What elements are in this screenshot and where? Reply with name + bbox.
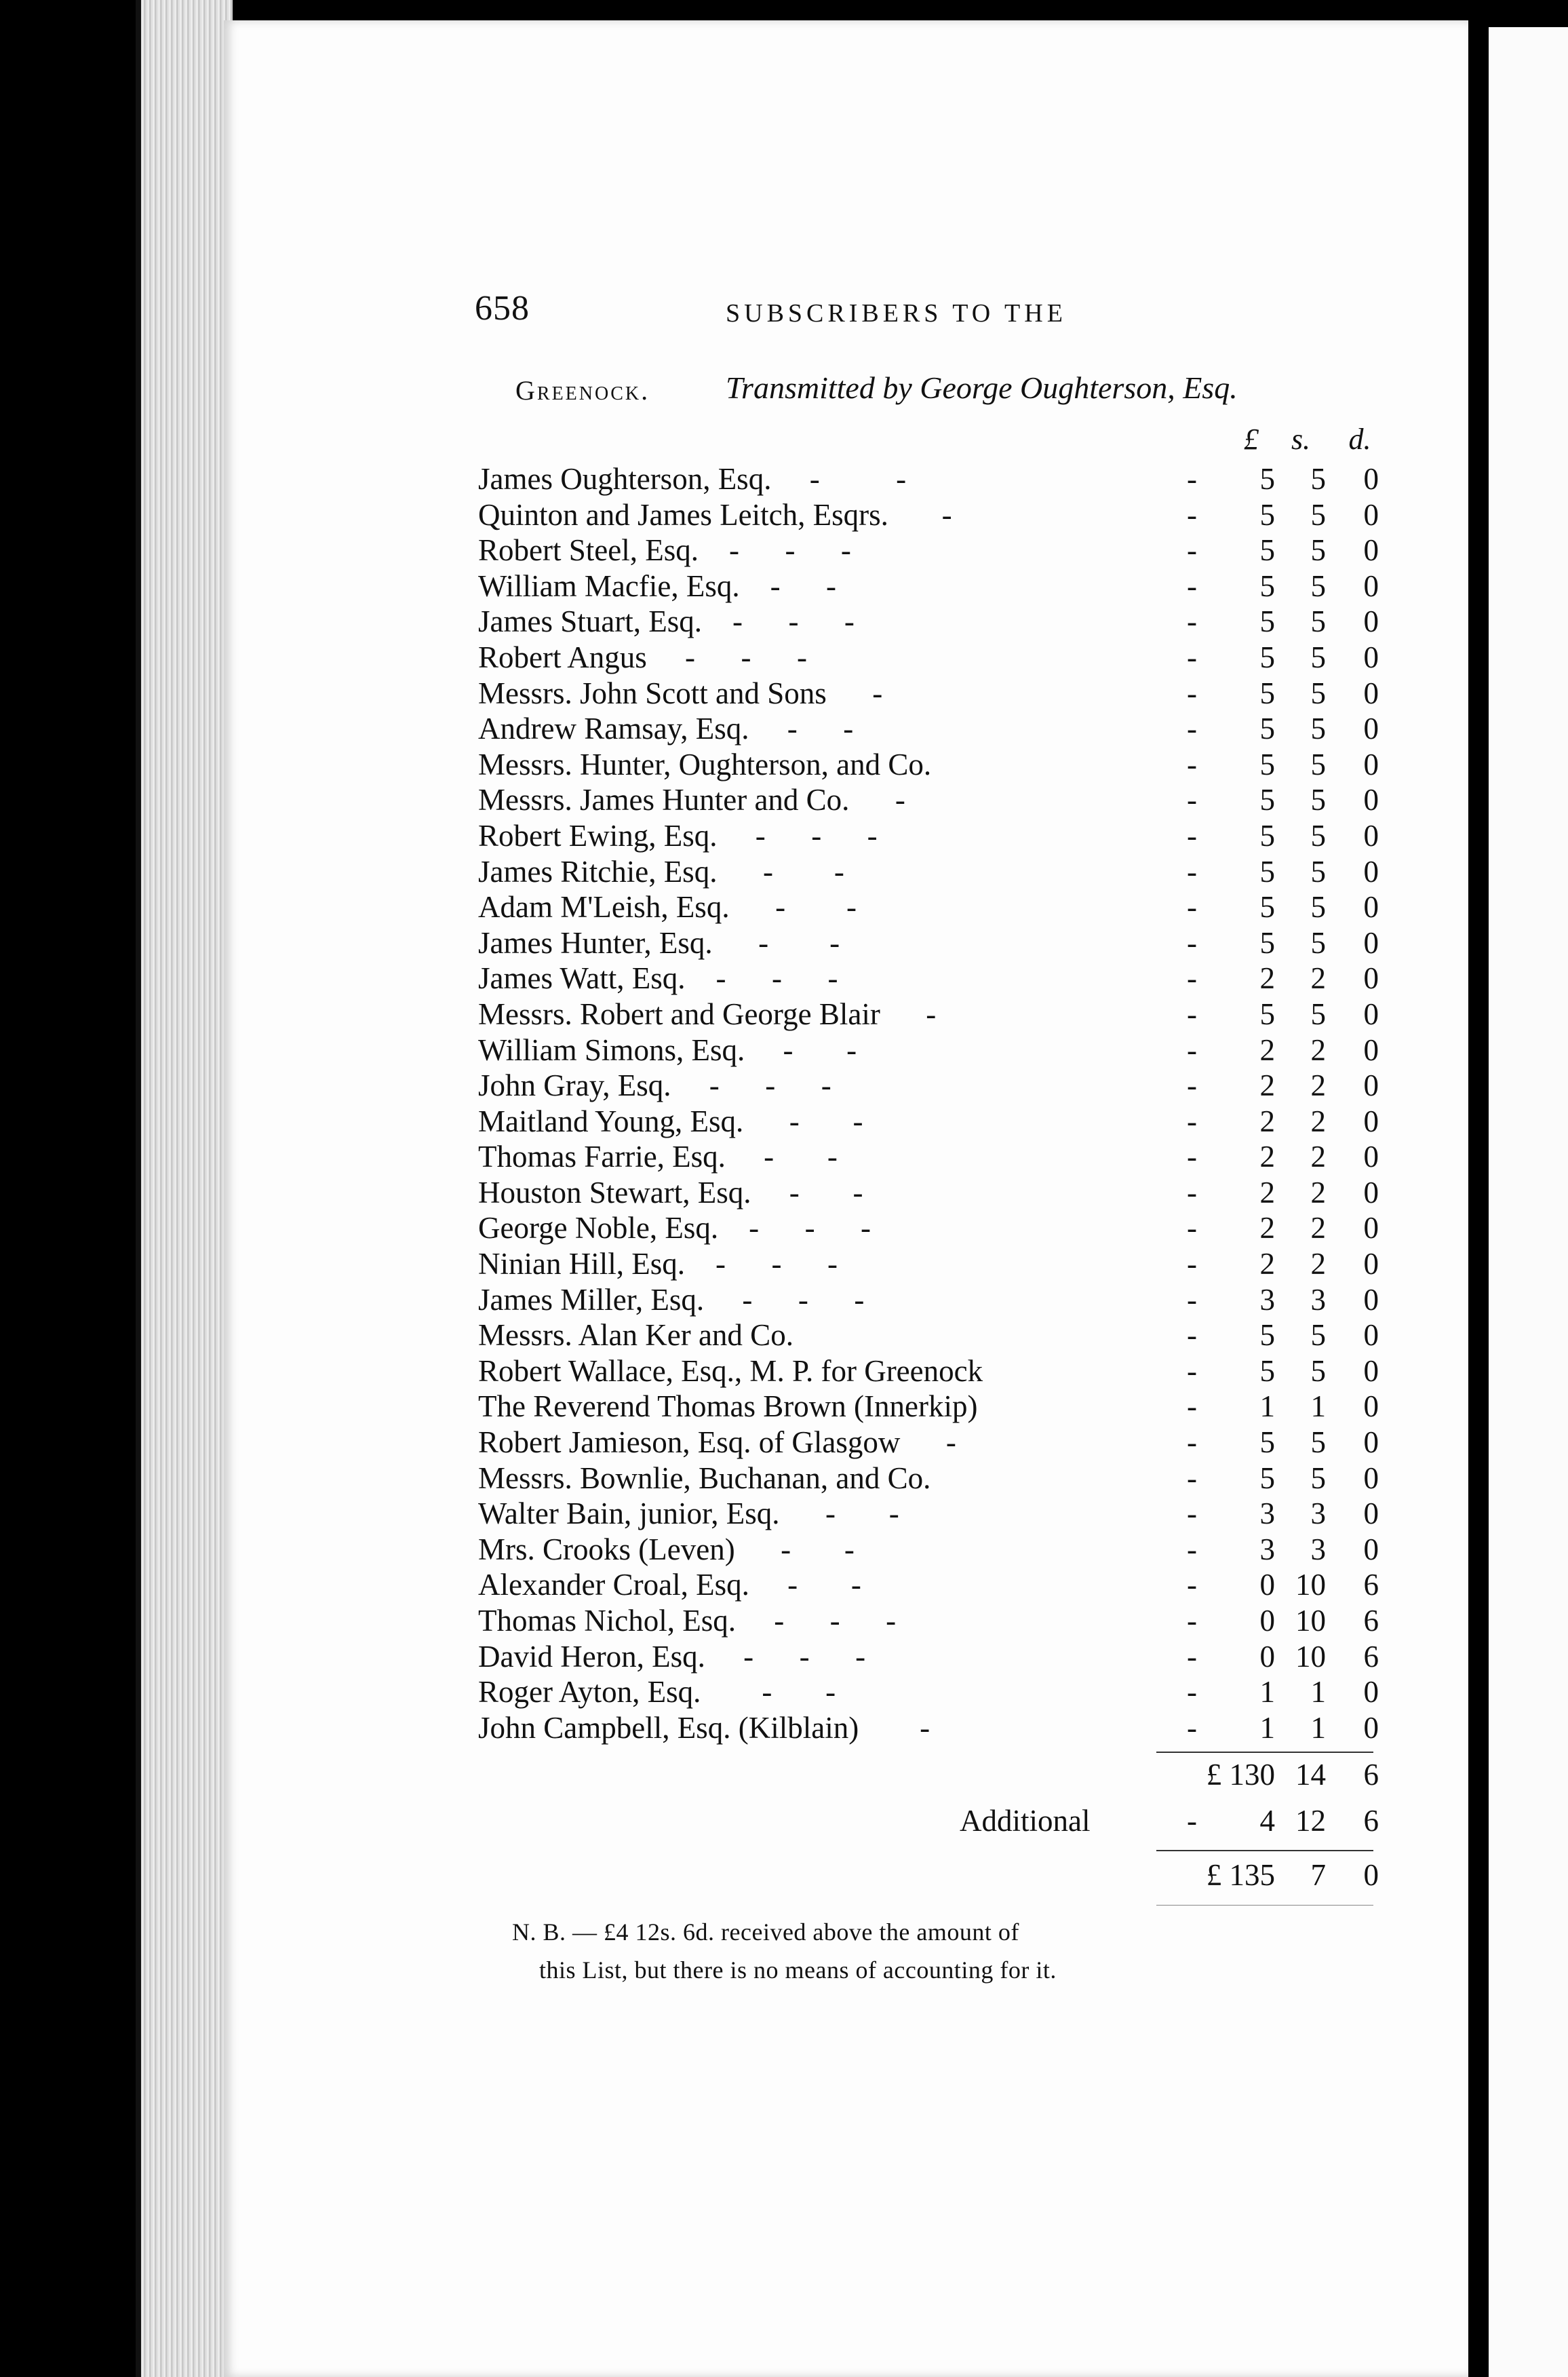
amount-pounds: 5 xyxy=(1259,854,1275,889)
leader-dash: - xyxy=(1187,1461,1197,1495)
section-place: Greenock. xyxy=(515,375,650,406)
amount-pence: 0 xyxy=(1363,676,1379,710)
amount-shillings: 5 xyxy=(1310,1318,1326,1353)
leader-dash: - xyxy=(1187,747,1197,781)
amount-shillings: 1 xyxy=(1310,1389,1326,1424)
amount-pounds: 2 xyxy=(1259,1247,1275,1281)
leader-dash: - xyxy=(1187,783,1197,817)
column-head-pence: d. xyxy=(1348,423,1371,456)
leader-dash: - xyxy=(1187,1104,1197,1138)
subscriber-name: Messrs. Hunter, Oughterson, and Co. xyxy=(478,747,932,781)
leader-dash: - xyxy=(1187,1532,1197,1566)
subscriber-row xyxy=(478,461,1387,497)
subscriber-name: Robert Wallace, Esq., M. P. for Greenock xyxy=(478,1353,983,1388)
subscriber-row xyxy=(478,1032,1387,1068)
amount-shillings: 5 xyxy=(1310,533,1326,568)
leader-dash: - xyxy=(1187,1425,1197,1460)
leader-dash: - xyxy=(1187,712,1197,746)
amount-pounds: 5 xyxy=(1259,1353,1275,1388)
amount-pounds: 3 xyxy=(1259,1532,1275,1566)
subscriber-row xyxy=(478,1175,1387,1211)
leader-dash: - xyxy=(1187,1318,1197,1353)
subscriber-row xyxy=(478,1317,1387,1353)
amount-shillings: 10 xyxy=(1295,1639,1326,1674)
footnote-line-2: this List, but there is no means of accounting for it. xyxy=(539,1956,1057,1984)
amount-pence: 0 xyxy=(1363,462,1379,496)
subscriber-row xyxy=(478,604,1387,640)
amount-shillings: 5 xyxy=(1310,747,1326,781)
subscriber-row xyxy=(478,1246,1387,1282)
leader-dash: - xyxy=(1187,1068,1197,1103)
subscriber-row xyxy=(478,1710,1387,1746)
amount-pounds: 0 xyxy=(1259,1568,1275,1602)
amount-pounds: 5 xyxy=(1259,604,1275,639)
leader-dash: - xyxy=(1187,568,1197,603)
leader-dash: - xyxy=(1187,818,1197,853)
subscriber-row xyxy=(478,818,1387,854)
subscriber-row xyxy=(478,1496,1387,1532)
subscriber-row xyxy=(478,1139,1387,1175)
amount-shillings: 5 xyxy=(1310,568,1326,603)
subscriber-name: Messrs. Alan Ker and Co. xyxy=(478,1318,793,1353)
subscriber-name: The Reverend Thomas Brown (Innerkip) xyxy=(478,1389,978,1424)
leader-dash: - xyxy=(1187,1389,1197,1424)
amount-pence: 0 xyxy=(1363,783,1379,817)
subscriber-row xyxy=(478,1104,1387,1140)
amount-pounds: 0 xyxy=(1259,1604,1275,1638)
subscriber-row xyxy=(478,497,1387,533)
leader-dash: - xyxy=(1187,1211,1197,1245)
subtotal-pounds: £ 130 xyxy=(1206,1758,1275,1792)
amount-pounds: 5 xyxy=(1259,818,1275,853)
amount-shillings: 1 xyxy=(1310,1675,1326,1709)
amount-pence: 0 xyxy=(1363,818,1379,853)
subscriber-name: William Simons, Esq. - - xyxy=(478,1032,857,1067)
leader-dash: - xyxy=(1187,676,1197,710)
amount-pounds: 5 xyxy=(1259,783,1275,817)
amount-pounds: 5 xyxy=(1259,747,1275,781)
leader-dash: - xyxy=(1187,1710,1197,1745)
amount-shillings: 5 xyxy=(1310,890,1326,925)
subscriber-row xyxy=(478,1282,1387,1318)
leader-dash: - xyxy=(1187,890,1197,925)
additional-shillings: 12 xyxy=(1295,1804,1326,1838)
amount-shillings: 3 xyxy=(1310,1532,1326,1566)
amount-pence: 0 xyxy=(1363,854,1379,889)
subscriber-name: Thomas Nichol, Esq. - - - xyxy=(478,1604,897,1638)
amount-pounds: 5 xyxy=(1259,1461,1275,1495)
amount-pence: 0 xyxy=(1363,1425,1379,1460)
subscriber-row xyxy=(478,782,1387,818)
total-underline xyxy=(1156,1905,1373,1906)
subscriber-row xyxy=(478,1353,1387,1389)
leader-dash: - xyxy=(1187,925,1197,960)
subscriber-name: David Heron, Esq. - - - xyxy=(478,1639,866,1674)
subscriber-name: Messrs. John Scott and Sons - xyxy=(478,676,883,710)
subscriber-row xyxy=(478,640,1387,676)
subscriber-name: James Oughterson, Esq. - - xyxy=(478,462,907,496)
amount-pence: 0 xyxy=(1363,1461,1379,1495)
total-pence: 0 xyxy=(1363,1858,1379,1892)
amount-shillings: 2 xyxy=(1310,1068,1326,1103)
amount-pence: 0 xyxy=(1363,1353,1379,1388)
amount-pence: 0 xyxy=(1363,533,1379,568)
amount-pence: 0 xyxy=(1363,1389,1379,1424)
amount-pounds: 1 xyxy=(1259,1389,1275,1424)
amount-pounds: 0 xyxy=(1259,1639,1275,1674)
subscriber-row xyxy=(478,676,1387,712)
subscriber-row xyxy=(478,1068,1387,1104)
amount-shillings: 5 xyxy=(1310,497,1326,532)
amount-pounds: 5 xyxy=(1259,533,1275,568)
subscriber-name: John Gray, Esq. - - - xyxy=(478,1068,831,1103)
column-head-shillings: s. xyxy=(1291,423,1311,456)
subscriber-name: Robert Jamieson, Esq. of Glasgow - xyxy=(478,1425,956,1460)
amount-shillings: 5 xyxy=(1310,925,1326,960)
leader-dash: - xyxy=(1187,1804,1197,1838)
amount-shillings: 2 xyxy=(1310,1247,1326,1281)
amount-pence: 0 xyxy=(1363,640,1379,674)
amount-pence: 0 xyxy=(1363,747,1379,781)
subscriber-row xyxy=(478,1639,1387,1675)
amount-pounds: 2 xyxy=(1259,1032,1275,1067)
leader-dash: - xyxy=(1187,1032,1197,1067)
amount-shillings: 1 xyxy=(1310,1710,1326,1745)
amount-pence: 0 xyxy=(1363,604,1379,639)
amount-pence: 0 xyxy=(1363,1496,1379,1531)
amount-shillings: 5 xyxy=(1310,604,1326,639)
subscriber-row xyxy=(478,533,1387,568)
amount-pence: 0 xyxy=(1363,1104,1379,1138)
subscriber-name: Messrs. James Hunter and Co. - xyxy=(478,783,905,817)
subscriber-row xyxy=(478,1603,1387,1639)
subtotal-rule xyxy=(1156,1752,1373,1753)
subscriber-row xyxy=(478,1425,1387,1461)
amount-pence: 0 xyxy=(1363,712,1379,746)
leader-dash: - xyxy=(1187,1568,1197,1602)
subscriber-row xyxy=(478,925,1387,961)
leader-dash: - xyxy=(1187,1353,1197,1388)
subscriber-name: James Miller, Esq. - - - xyxy=(478,1282,865,1317)
subscriber-row xyxy=(478,889,1387,925)
amount-pence: 0 xyxy=(1363,961,1379,996)
additional-pounds: 4 xyxy=(1259,1804,1275,1838)
subscriber-row xyxy=(478,1674,1387,1710)
amount-pence: 0 xyxy=(1363,1282,1379,1317)
amount-pence: 6 xyxy=(1363,1639,1379,1674)
amount-pence: 6 xyxy=(1363,1568,1379,1602)
subscriber-name: James Hunter, Esq. - - xyxy=(478,925,840,960)
subscriber-name: Ninian Hill, Esq. - - - xyxy=(478,1247,838,1281)
subscriber-name: Robert Ewing, Esq. - - - xyxy=(478,818,878,853)
subscriber-list xyxy=(478,461,1387,1745)
amount-pounds: 2 xyxy=(1259,1140,1275,1174)
amount-shillings: 2 xyxy=(1310,1175,1326,1210)
subscriber-name: Thomas Farrie, Esq. - - xyxy=(478,1140,838,1174)
amount-shillings: 10 xyxy=(1295,1604,1326,1638)
amount-pence: 0 xyxy=(1363,925,1379,960)
leader-dash: - xyxy=(1187,1282,1197,1317)
running-title: SUBSCRIBERS TO THE xyxy=(726,299,1067,328)
facing-page-edge xyxy=(1489,27,1568,2377)
amount-pence: 0 xyxy=(1363,568,1379,603)
amount-pounds: 5 xyxy=(1259,1425,1275,1460)
subscriber-name: William Macfie, Esq. - - xyxy=(478,568,837,603)
section-transmitted-by: Transmitted by George Oughterson, Esq. xyxy=(726,370,1238,405)
amount-pounds: 5 xyxy=(1259,568,1275,603)
subscriber-name: George Noble, Esq. - - - xyxy=(478,1211,871,1245)
amount-pounds: 2 xyxy=(1259,1068,1275,1103)
amount-pounds: 5 xyxy=(1259,497,1275,532)
amount-pounds: 1 xyxy=(1259,1710,1275,1745)
leader-dash: - xyxy=(1187,497,1197,532)
amount-pounds: 5 xyxy=(1259,1318,1275,1353)
footnote xyxy=(512,1913,1190,1989)
amount-shillings: 2 xyxy=(1310,1032,1326,1067)
subscriber-row xyxy=(478,711,1387,747)
total-rule xyxy=(1156,1850,1373,1851)
subscriber-row xyxy=(478,1210,1387,1246)
column-head-pounds: £ xyxy=(1244,423,1259,456)
leader-dash: - xyxy=(1187,1675,1197,1709)
amount-pounds: 2 xyxy=(1259,1104,1275,1138)
leader-dash: - xyxy=(1187,1496,1197,1531)
subscriber-row xyxy=(478,1389,1387,1425)
amount-pence: 0 xyxy=(1363,997,1379,1031)
leader-dash: - xyxy=(1187,1604,1197,1638)
subscriber-name: Maitland Young, Esq. - - xyxy=(478,1104,863,1138)
subscriber-name: James Watt, Esq. - - - xyxy=(478,961,838,996)
subscriber-name: Mrs. Crooks (Leven) - - xyxy=(478,1532,855,1566)
subscriber-row xyxy=(478,568,1387,604)
subscriber-name: Messrs. Bownlie, Buchanan, and Co. xyxy=(478,1461,931,1495)
page-number: 658 xyxy=(475,289,530,328)
amount-pounds: 3 xyxy=(1259,1282,1275,1317)
amount-shillings: 3 xyxy=(1310,1282,1326,1317)
amount-pounds: 5 xyxy=(1259,462,1275,496)
leader-dash: - xyxy=(1187,961,1197,996)
total-pounds: £ 135 xyxy=(1206,1858,1275,1892)
amount-pence: 0 xyxy=(1363,1710,1379,1745)
additional-pence: 6 xyxy=(1363,1804,1379,1838)
amount-pence: 0 xyxy=(1363,890,1379,925)
amount-pounds: 1 xyxy=(1259,1675,1275,1709)
amount-shillings: 2 xyxy=(1310,961,1326,996)
subscriber-name: Robert Steel, Esq. - - - xyxy=(478,533,851,568)
amount-shillings: 5 xyxy=(1310,854,1326,889)
amount-pence: 0 xyxy=(1363,1318,1379,1353)
amount-shillings: 5 xyxy=(1310,640,1326,674)
leader-dash: - xyxy=(1187,997,1197,1031)
leader-dash: - xyxy=(1187,604,1197,639)
subscriber-name: Andrew Ramsay, Esq. - - xyxy=(478,712,854,746)
subscriber-name: Robert Angus - - - xyxy=(478,640,807,674)
leader-dash: - xyxy=(1187,640,1197,674)
subscriber-name: Roger Ayton, Esq. - - xyxy=(478,1675,836,1709)
subscriber-row xyxy=(478,1567,1387,1603)
amount-shillings: 5 xyxy=(1310,712,1326,746)
footnote-line-1: N. B. — £4 12s. 6d. received above the amount of xyxy=(512,1918,1019,1946)
subscriber-row xyxy=(478,961,1387,997)
leader-dash: - xyxy=(1187,462,1197,496)
additional-label: Additional xyxy=(960,1804,1091,1838)
subscriber-row xyxy=(478,997,1387,1032)
total-shillings: 7 xyxy=(1310,1858,1326,1892)
leader-dash: - xyxy=(1187,1175,1197,1210)
amount-pence: 0 xyxy=(1363,497,1379,532)
amount-shillings: 2 xyxy=(1310,1104,1326,1138)
subscriber-name: James Stuart, Esq. - - - xyxy=(478,604,855,639)
amount-shillings: 5 xyxy=(1310,462,1326,496)
amount-pence: 0 xyxy=(1363,1211,1379,1245)
amount-pounds: 5 xyxy=(1259,676,1275,710)
subscriber-row xyxy=(478,747,1387,783)
amount-pence: 0 xyxy=(1363,1247,1379,1281)
amount-pounds: 2 xyxy=(1259,961,1275,996)
amount-shillings: 5 xyxy=(1310,997,1326,1031)
amount-pounds: 2 xyxy=(1259,1175,1275,1210)
subscriber-name: James Ritchie, Esq. - - xyxy=(478,854,844,889)
page-edges xyxy=(136,0,233,2377)
amount-pence: 0 xyxy=(1363,1532,1379,1566)
amount-pence: 0 xyxy=(1363,1068,1379,1103)
subscriber-name: Walter Bain, junior, Esq. - - xyxy=(478,1496,899,1531)
subscriber-name: Alexander Croal, Esq. - - xyxy=(478,1568,861,1602)
amount-pounds: 5 xyxy=(1259,925,1275,960)
amount-shillings: 5 xyxy=(1310,1353,1326,1388)
subscriber-row xyxy=(478,1461,1387,1496)
amount-shillings: 5 xyxy=(1310,783,1326,817)
amount-pounds: 5 xyxy=(1259,890,1275,925)
amount-pence: 0 xyxy=(1363,1140,1379,1174)
subscriber-row xyxy=(478,1532,1387,1568)
subscriber-name: Houston Stewart, Esq. - - xyxy=(478,1175,863,1210)
leader-dash: - xyxy=(1187,1247,1197,1281)
subscriber-name: Quinton and James Leitch, Esqrs. - xyxy=(478,497,952,532)
amount-pounds: 5 xyxy=(1259,640,1275,674)
amount-pounds: 5 xyxy=(1259,997,1275,1031)
amount-shillings: 5 xyxy=(1310,1461,1326,1495)
amount-pence: 0 xyxy=(1363,1175,1379,1210)
subscriber-name: John Campbell, Esq. (Kilblain) - xyxy=(478,1710,930,1745)
subscriber-name: Adam M'Leish, Esq. - - xyxy=(478,890,857,925)
amount-pence: 0 xyxy=(1363,1032,1379,1067)
subscriber-row xyxy=(478,854,1387,890)
amount-pence: 0 xyxy=(1363,1675,1379,1709)
subtotal-pence: 6 xyxy=(1363,1758,1379,1792)
amount-pounds: 3 xyxy=(1259,1496,1275,1531)
amount-shillings: 5 xyxy=(1310,676,1326,710)
leader-dash: - xyxy=(1187,533,1197,568)
leader-dash: - xyxy=(1187,1639,1197,1674)
amount-shillings: 2 xyxy=(1310,1140,1326,1174)
subtotal-shillings: 14 xyxy=(1295,1758,1326,1792)
leader-dash: - xyxy=(1187,1140,1197,1174)
amount-pounds: 2 xyxy=(1259,1211,1275,1245)
leader-dash: - xyxy=(1187,854,1197,889)
amount-shillings: 5 xyxy=(1310,818,1326,853)
amount-pence: 6 xyxy=(1363,1604,1379,1638)
amount-shillings: 5 xyxy=(1310,1425,1326,1460)
amount-shillings: 10 xyxy=(1295,1568,1326,1602)
amount-shillings: 2 xyxy=(1310,1211,1326,1245)
amount-pounds: 5 xyxy=(1259,712,1275,746)
amount-shillings: 3 xyxy=(1310,1496,1326,1531)
subscriber-name: Messrs. Robert and George Blair - xyxy=(478,997,937,1031)
